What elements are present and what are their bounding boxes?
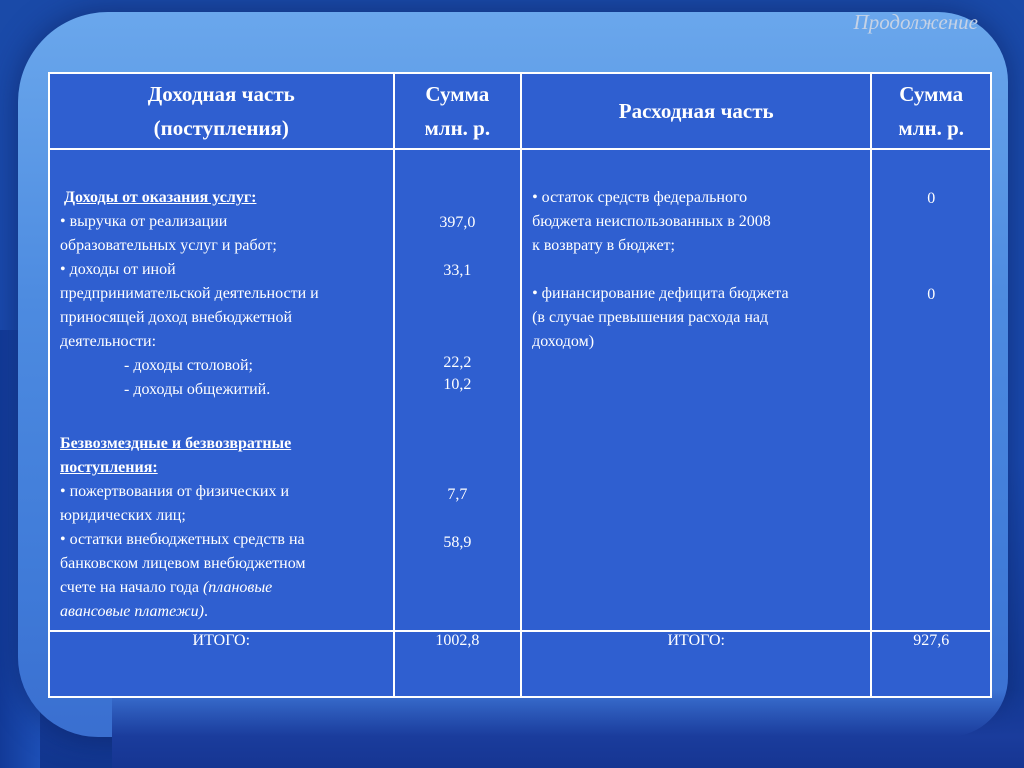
income-line-11: • остатки внебюджетных средств на — [60, 531, 305, 548]
expense-line-2: бюджета неиспользованных в 2008 — [532, 213, 771, 230]
header-sum-line2: млн. р. — [424, 116, 491, 140]
header-sum-line1: Сумма — [425, 82, 490, 106]
income-value-5: 7,7 — [447, 486, 468, 503]
income-line-14 — [60, 600, 387, 624]
expense-line-6: доходом) — [532, 333, 595, 350]
header-expense-sum — [871, 73, 991, 149]
income-cell — [49, 149, 394, 631]
income-line-5: приносящей доход внебюджетной — [60, 309, 293, 326]
income-value-1: 397,0 — [439, 214, 476, 231]
expense-total-label: ИТОГО: — [521, 631, 871, 697]
services-heading: Доходы от оказания услуг: — [64, 189, 257, 206]
income-line-14-end: . — [204, 603, 208, 620]
header-sum2-line2: млн. р. — [898, 116, 965, 140]
expense-line-5: (в случае превышения расхода над — [532, 309, 769, 326]
income-line-13-italic: (плановые — [202, 579, 273, 596]
header-sum2-line1: Сумма — [899, 82, 964, 106]
expense-line-1: • остаток средств федерального — [532, 189, 748, 206]
budget-table — [48, 72, 992, 698]
income-line-10: юридических лиц; — [60, 507, 186, 524]
header-income-line2: (поступления) — [153, 116, 289, 140]
spacer — [60, 402, 387, 432]
slide-subtitle: Продолжение — [853, 10, 978, 34]
header-row — [49, 73, 991, 149]
income-line-8: - доходы общежитий. — [124, 381, 271, 398]
income-line-6: деятельности: — [60, 333, 157, 350]
header-expense-label: Расходная часть — [618, 99, 774, 123]
income-total-label: ИТОГО: — [49, 631, 394, 697]
income-line-4: предпринимательской деятельности и — [60, 285, 319, 302]
expense-value-2: 0 — [927, 286, 936, 303]
expense-cell — [521, 149, 871, 631]
expense-text — [522, 150, 870, 354]
expense-values-cell — [871, 149, 991, 631]
expense-line-4: • финансирование дефицита бюджета — [532, 285, 789, 302]
grants-heading-1: Безвозмездные и безвозвратные — [60, 435, 292, 452]
income-value-6: 58,9 — [443, 534, 472, 551]
spacer — [532, 258, 862, 282]
grants-heading-2: поступления: — [60, 459, 158, 476]
income-line-12: банковском лицевом внебюджетном — [60, 555, 306, 572]
income-line-13-plain: счете на начало года — [60, 579, 203, 596]
income-line-2: образовательных услуг и работ; — [60, 237, 277, 254]
totals-row — [49, 631, 991, 697]
background-bottom-stripe — [112, 690, 1024, 768]
income-line-1: • выручка от реализации — [60, 213, 228, 230]
income-line-9: • пожертвования от физических и — [60, 483, 290, 500]
income-value-2: 33,1 — [443, 262, 472, 279]
income-value-3: 22,2 — [443, 354, 472, 371]
income-text — [50, 150, 393, 624]
expense-line-3: к возврату в бюджет; — [532, 237, 675, 254]
expense-total-value: 927,6 — [871, 631, 991, 697]
body-row — [49, 149, 991, 631]
income-value-4: 10,2 — [443, 376, 472, 393]
income-line-14-italic: авансовые платежи) — [60, 603, 204, 620]
header-income-sum — [394, 73, 522, 149]
expense-value-1: 0 — [927, 190, 936, 207]
header-income-line1: Доходная часть — [147, 82, 295, 106]
income-line-7: - доходы столовой; — [124, 357, 253, 374]
income-line-3: • доходы от иной — [60, 261, 176, 278]
header-income — [49, 73, 394, 149]
header-expense — [521, 73, 871, 149]
income-total-value: 1002,8 — [394, 631, 522, 697]
income-line-13 — [60, 576, 387, 600]
income-values-cell — [394, 149, 522, 631]
